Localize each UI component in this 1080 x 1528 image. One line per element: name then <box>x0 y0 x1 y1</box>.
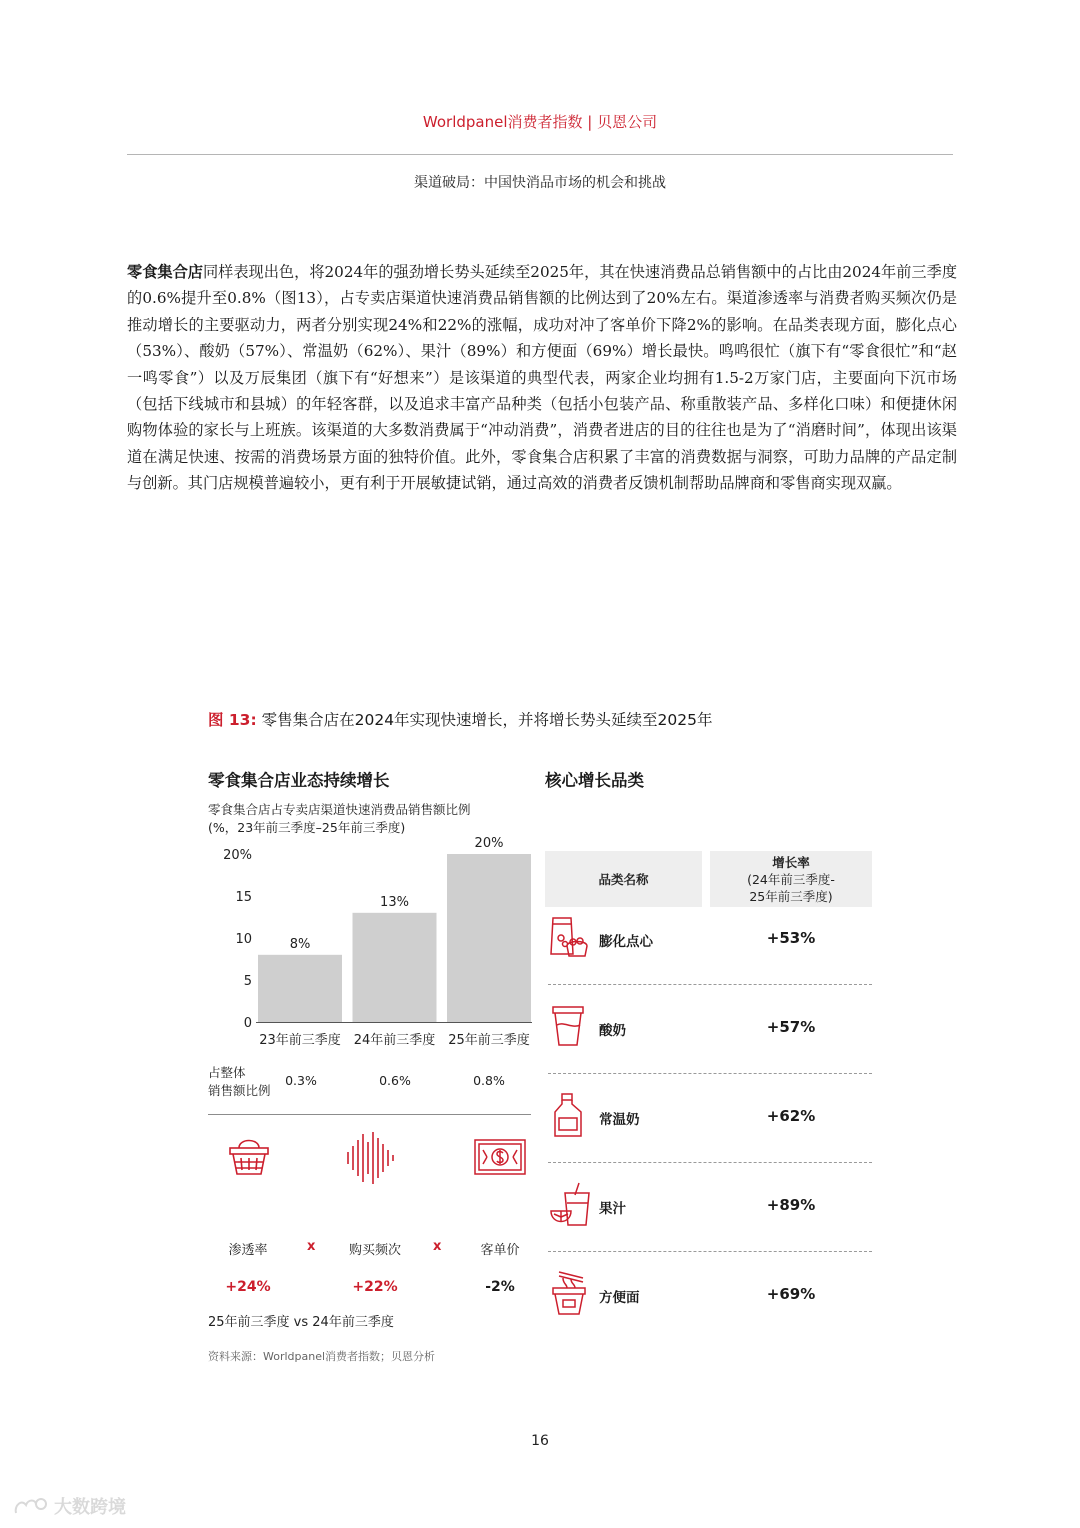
watermark-logo-icon <box>12 1495 48 1517</box>
y-tick-label: 5 <box>243 974 252 989</box>
category-growth: +89% <box>766 1196 816 1214</box>
figure-title-text: 零售集合店在2024年实现快速增长，并将增长势头延续至2025年 <box>261 711 713 729</box>
x-tick-label: 25年前三季度 <box>448 1033 530 1048</box>
juice-icon <box>549 1181 593 1229</box>
driver-label-basket-size: 客单价 <box>480 1243 520 1258</box>
bar <box>353 913 437 1022</box>
multiply-sign: x <box>307 1239 316 1254</box>
body-paragraph <box>127 259 957 497</box>
y-tick-label: 10 <box>235 932 252 947</box>
category-growth: +53% <box>766 929 816 947</box>
watermark <box>12 1493 126 1519</box>
milk-bottle-icon <box>549 1092 589 1140</box>
x-tick-label: 23年前三季度 <box>259 1033 341 1048</box>
document-subtitle: 渠道破局：中国快消品市场的机会和挑战 <box>414 175 666 191</box>
share-value: 0.3% <box>285 1073 317 1088</box>
category-name: 方便面 <box>599 1290 640 1306</box>
category-growth: +57% <box>766 1018 816 1036</box>
header-title: Worldpanel消费者指数 | 贝恩公司 <box>422 113 658 131</box>
category-name: 酸奶 <box>599 1023 626 1039</box>
bar-data-label: 20% <box>474 836 504 851</box>
multiply-sign: x <box>433 1239 442 1254</box>
share-label-line2: 销售额比例 <box>208 1083 271 1098</box>
table-row <box>545 1074 872 1163</box>
snack-icon <box>549 914 589 960</box>
growth-header-period-1: (24年前三季度- <box>747 871 835 887</box>
sound-wave-icon <box>345 1130 395 1186</box>
share-label-line1: 占整体 <box>208 1065 246 1080</box>
noodles-icon <box>549 1270 589 1318</box>
bar-chart <box>200 836 540 1056</box>
table-row <box>545 1252 872 1341</box>
body-lead-bold: 零食集合店 <box>127 263 203 281</box>
source-note: 资料来源：Worldpanel消费者指数；贝恩分析 <box>208 1350 436 1363</box>
watermark-text: 大数跨境 <box>54 1497 126 1518</box>
y-tick-label: 0 <box>243 1016 252 1031</box>
growth-header-title: 增长率 <box>772 854 810 870</box>
category-name: 膨化点心 <box>599 934 653 950</box>
x-tick-label: 24年前三季度 <box>353 1033 436 1048</box>
category-name: 常温奶 <box>599 1112 640 1128</box>
bar <box>258 955 342 1022</box>
bar-data-label: 8% <box>289 936 311 952</box>
left-section-title: 零食集合店业态持续增长 <box>208 771 390 790</box>
table-header-category: 品类名称 <box>545 851 702 907</box>
driver-value-basket-size: -2% <box>485 1279 515 1295</box>
share-value: 0.6% <box>379 1073 411 1088</box>
driver-label-penetration: 渗透率 <box>228 1243 268 1258</box>
basket-icon <box>225 1130 273 1178</box>
chart-unit-note: (%，23年前三季度–25年前三季度) <box>208 820 406 835</box>
category-name: 果汁 <box>599 1201 626 1217</box>
bar-data-label: 13% <box>380 894 409 910</box>
category-growth: +62% <box>766 1107 816 1125</box>
driver-label-frequency: 购买频次 <box>348 1243 401 1258</box>
header-divider <box>127 154 953 155</box>
y-tick-label: 15 <box>235 890 252 905</box>
bar <box>447 854 531 1022</box>
comparison-note: 25年前三季度 vs 24年前三季度 <box>208 1315 394 1330</box>
growth-header-period-2: 25年前三季度) <box>749 888 833 904</box>
share-value: 0.8% <box>473 1073 505 1088</box>
table-row <box>545 1163 872 1252</box>
figure-label: 图 13: <box>208 711 257 729</box>
body-text: 同样表现出色，将2024年的强劲增长势头延续至2025年，其在快速消费品总销售额中的占比由2024年前三季度的0.6%提升至0.8%（图13），占专卖店渠道快速消费品销售额的比例达到了20%左右。渠道渗透率与消费者购买频次仍是推动增长的主要驱动力，两者分别实现24%和22%的涨幅，成功对冲了客单价下降2%的影响。在品类表现方面，膨化点心（53%）、酸奶（57%）、常温奶（62%）、果汁（89%）和方便面（69%）增长最快。鸣鸣很忙（旗下有“零食很忙”和“赵一鸣零食”）以及万辰集团（旗下有“好想来”）是该渠道的典型代表，两家企业均拥有1.5-2万家门店，主要面向下沉市场（包括下线城市和县城）的年轻客群，以及追求丰富产品种类（包括小包装产品、称重散装产品、多样化口味）和便捷休闲购物体验的家长与上班族。该渠道的大多数消费属于“冲动消费”，消费者进店的目的往往也是为了“消磨时间”，体现出该渠道在满足快速、按需的消费场景方面的独特价值。此外，零食集合店积累了丰富的消费数据与洞察，可助力品牌的产品定制与创新。其门店规模普遍较小，更有利于开展敏捷试销，通过高效的消费者反馈机制帮助品牌商和零售商实现双赢。 <box>127 263 958 493</box>
table-row <box>545 985 872 1074</box>
yogurt-icon <box>549 1003 589 1049</box>
banknote-icon <box>473 1138 527 1178</box>
figure-title <box>208 708 713 730</box>
table-row <box>545 896 872 985</box>
right-section-title: 核心增长品类 <box>545 771 644 790</box>
page-number: 16 <box>531 1433 549 1449</box>
driver-value-frequency: +22% <box>352 1279 398 1295</box>
share-divider <box>208 1114 531 1115</box>
chart-subtitle: 零食集合店占专卖店渠道快速消费品销售额比例 <box>208 802 471 817</box>
driver-value-penetration: +24% <box>225 1279 271 1295</box>
y-tick-label: 20% <box>223 848 252 863</box>
category-growth: +69% <box>766 1285 816 1303</box>
